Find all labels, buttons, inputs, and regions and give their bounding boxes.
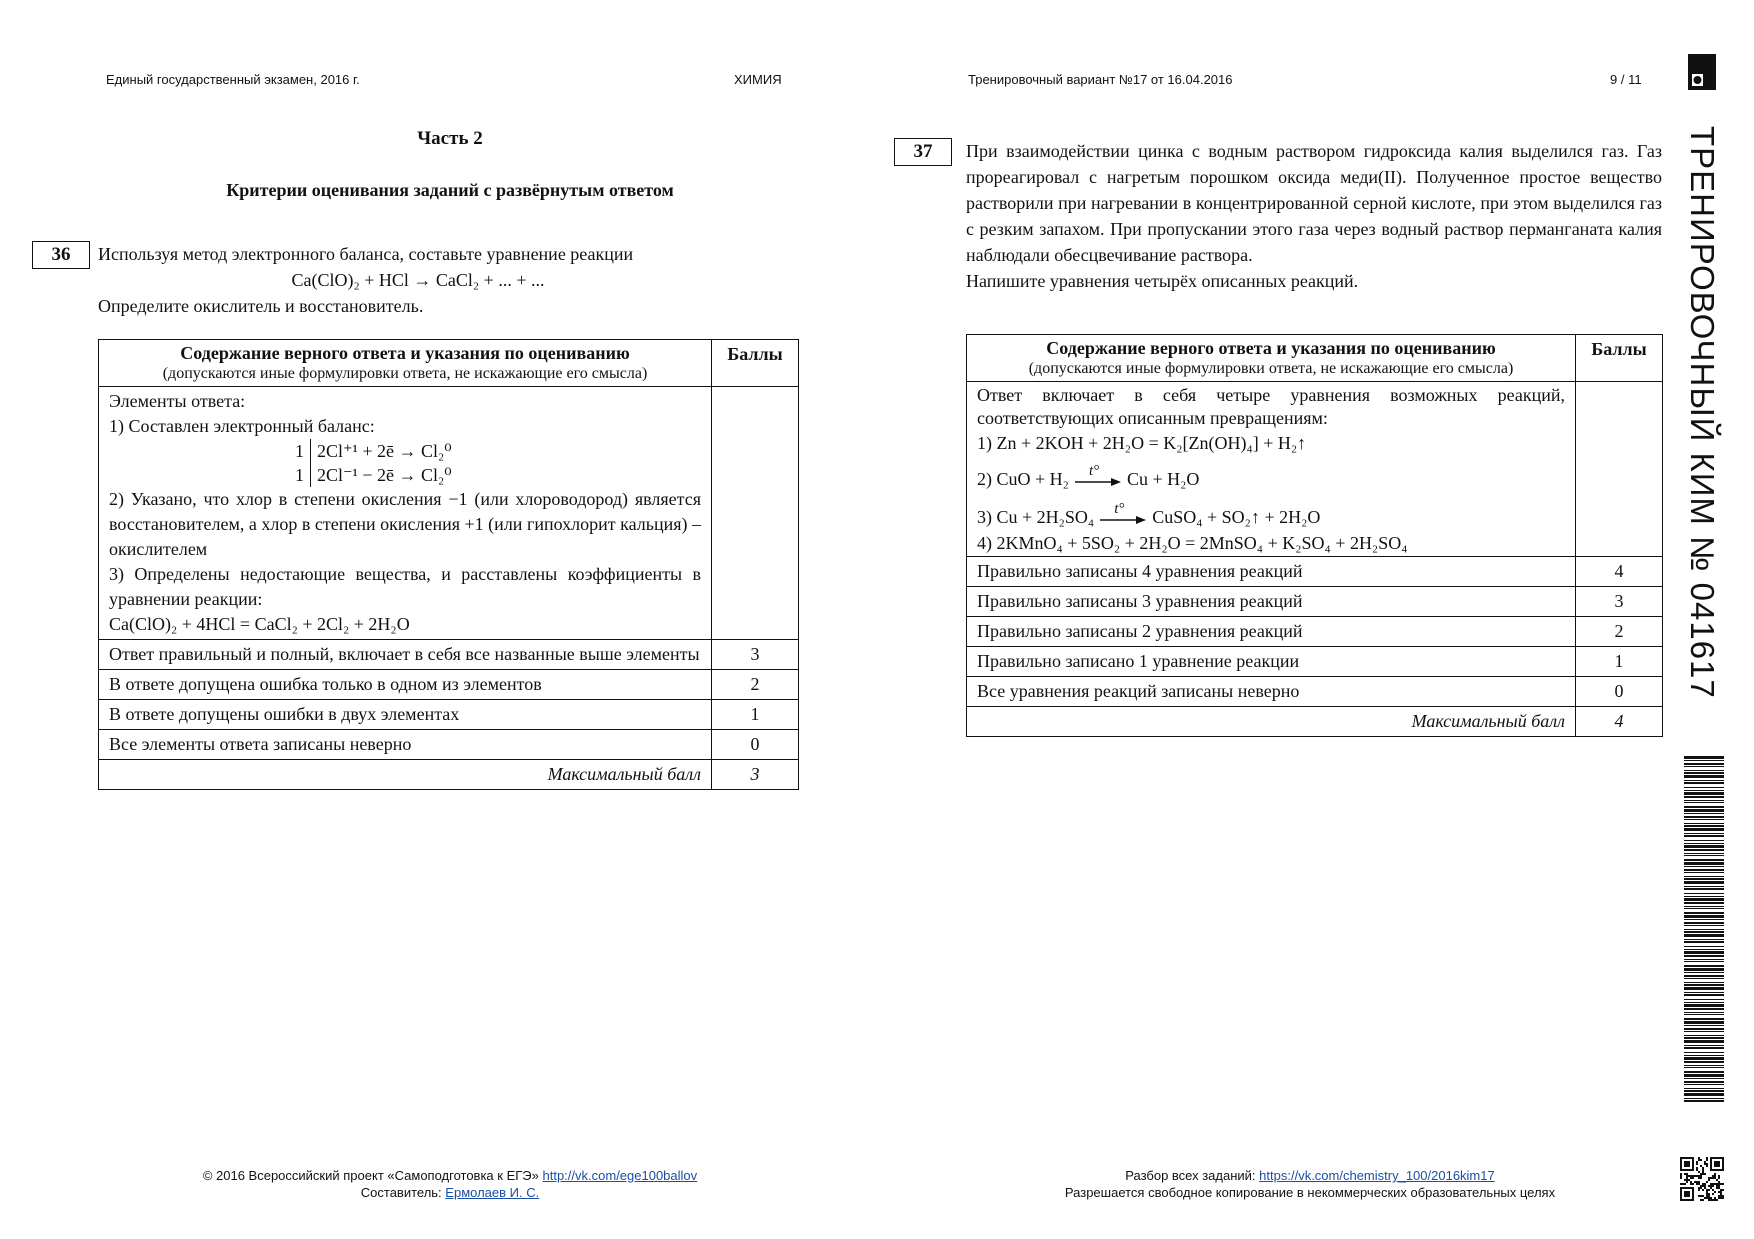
table-37-head-points: Баллы xyxy=(1576,335,1663,382)
header-variant: Тренировочный вариант №17 от 16.04.2016 xyxy=(968,72,1233,87)
max-score-value: 4 xyxy=(1576,707,1663,737)
arrow-heat-icon xyxy=(1100,500,1146,526)
table-37-eq4: 4) 2KMnO₄ + 5SO₂ + 2H₂O = 2MnSO₄ + K₂SO₄ + 2H₂SO₄ xyxy=(977,533,1408,553)
qr-code-icon xyxy=(1680,1157,1724,1201)
table-36-item1: 1) Составлен электронный баланс: xyxy=(109,416,375,436)
question-36-equation: Ca(ClO)₂ + HCl → CaCl₂ + ... + ... xyxy=(291,270,545,290)
table-row xyxy=(967,557,1663,587)
footer-copyright: © 2016 Всероссийский проект «Самоподготовка к ЕГЭ» xyxy=(202,1168,539,1183)
table-37-eq3 xyxy=(977,502,1565,532)
table-36-elements-label: Элементы ответа: xyxy=(109,391,246,411)
table-37-eq1: 1) Zn + 2KOH + 2H₂O = K₂[Zn(OH)₄] + H₂↑ xyxy=(977,433,1307,453)
table-row xyxy=(967,647,1663,677)
balance-coef: 1 xyxy=(295,441,304,461)
criterion-text: Все элементы ответа записаны неверно xyxy=(99,730,712,760)
balance-coef: 1 xyxy=(295,465,304,485)
footer-author-label: Составитель: xyxy=(360,1185,442,1200)
footer-analysis-link[interactable]: https://vk.com/chemistry_100/2016kim17 xyxy=(1259,1168,1495,1183)
table-row xyxy=(967,677,1663,707)
criterion-text: Правильно записано 1 уравнение реакции xyxy=(967,647,1576,677)
footer-left xyxy=(120,1167,780,1201)
table-36-head-sub: (допускаются иные формулировки ответа, не искажающие его смысла) xyxy=(162,365,648,382)
table-36-final-equation: Ca(ClO)₂ + 4HCl = CaCl₂ + 2Cl₂ + 2H₂O xyxy=(109,614,410,634)
footer-copyright-link[interactable]: http://vk.com/ege100ballov xyxy=(542,1168,698,1183)
footer-author-link[interactable]: Ермолаев И. С. xyxy=(445,1185,540,1200)
eq3-right: CuSO₄ + SO₂↑ + 2H₂O xyxy=(1152,507,1321,527)
eq3-left: 3) Cu + 2H₂SO₄ xyxy=(977,507,1095,527)
criterion-points: 2 xyxy=(1576,617,1663,647)
arrow-label: t° xyxy=(1114,500,1125,517)
eq2-right: Cu + H₂O xyxy=(1126,469,1200,489)
table-37-intro: Ответ включает в себя четыре уравнения возможных реакций, соответствующих описанным превращениям: xyxy=(977,385,1565,428)
side-kim-label: ТРЕНИРОВОЧНЫЙ КИМ № 041617 xyxy=(1684,126,1721,699)
table-37-eq2 xyxy=(977,464,1565,494)
criterion-points: 1 xyxy=(1576,647,1663,677)
criterion-text: Ответ правильный и полный, включает в себя все названные выше элементы xyxy=(99,640,712,670)
criterion-text: В ответе допущена ошибка только в одном из элементов xyxy=(99,670,712,700)
table-37-head-sub: (допускаются иные формулировки ответа, не искажающие его смысла) xyxy=(1028,360,1514,377)
table-36-head-main: Содержание верного ответа и указания по оцениванию xyxy=(180,343,630,363)
barcode-icon xyxy=(1684,756,1724,1102)
table-row xyxy=(99,700,799,730)
eq2-left: 2) CuO + H₂ xyxy=(977,469,1069,489)
table-row xyxy=(99,640,799,670)
balance-expr: 2Cl⁻¹ − 2ē → Cl₂⁰ xyxy=(311,463,458,487)
table-row xyxy=(99,670,799,700)
max-score-value: 3 xyxy=(712,760,799,790)
table-37-head-main: Содержание верного ответа и указания по оцениванию xyxy=(1046,338,1496,358)
criterion-text: Правильно записаны 3 уравнения реакций xyxy=(967,587,1576,617)
criterion-points: 0 xyxy=(1576,677,1663,707)
table-36-item3: 3) Определены недостающие вещества, и расставлены коэффициенты в уравнении реакции: xyxy=(109,564,701,609)
part-title: Часть 2 xyxy=(417,128,483,149)
criterion-points: 4 xyxy=(1576,557,1663,587)
table-36-item2: 2) Указано, что хлор в степени окисления −1 (или хлороводород) является восстановителем, а хлор в степени окисления +1 (или гипохлорит кальция) – окислителем xyxy=(109,489,701,559)
footer-right xyxy=(1000,1167,1620,1201)
criterion-points: 3 xyxy=(712,640,799,670)
max-score-label: Максимальный балл xyxy=(99,760,712,790)
question-36-number: 36 xyxy=(32,241,90,269)
footer-license: Разрешается свободное копирование в некоммерческих образовательных целях xyxy=(1064,1185,1556,1200)
question-37-number: 37 xyxy=(894,138,952,166)
criteria-title: Критерии оценивания заданий с развёрнутым ответом xyxy=(226,180,674,200)
electron-balance xyxy=(289,439,458,487)
criteria-table-36 xyxy=(98,339,799,790)
criterion-points: 3 xyxy=(1576,587,1663,617)
table-row xyxy=(967,587,1663,617)
corner-marker-icon xyxy=(1688,54,1716,90)
table-row xyxy=(99,730,799,760)
criterion-text: В ответе допущены ошибки в двух элементах xyxy=(99,700,712,730)
header-page-number: 9 / 11 xyxy=(1610,72,1642,87)
table-row xyxy=(967,617,1663,647)
max-score-label: Максимальный балл xyxy=(967,707,1576,737)
question-37-text2: Напишите уравнения четырёх описанных реакций. xyxy=(966,271,1359,291)
question-36-text2: Определите окислитель и восстановитель. xyxy=(98,296,424,316)
criterion-points: 0 xyxy=(712,730,799,760)
balance-expr: 2Cl⁺¹ + 2ē → Cl₂⁰ xyxy=(311,439,458,463)
question-37-text: При взаимодействии цинка с водным раствором гидроксида калия выделился газ. Газ прореагировал с нагретым порошком оксида меди(II). Полученное простое вещество растворили при нагревании в концентрированной серной кислоте, при этом выделился газ с резким запахом. При пропускании этого газа через водный раствор перманганата калия наблюдали обесцвечивание раствора. xyxy=(966,141,1662,265)
criterion-points: 1 xyxy=(712,700,799,730)
table-36-head-points: Баллы xyxy=(712,340,799,387)
arrow-heat-icon xyxy=(1075,462,1121,488)
footer-analysis-label: Разбор всех заданий: xyxy=(1125,1168,1256,1183)
arrow-label: t° xyxy=(1088,462,1100,479)
criterion-text: Правильно записаны 2 уравнения реакций xyxy=(967,617,1576,647)
criteria-table-37 xyxy=(966,334,1663,737)
criterion-text: Все уравнения реакций записаны неверно xyxy=(967,677,1576,707)
question-36-text: Используя метод электронного баланса, составьте уравнение реакции xyxy=(98,244,634,264)
header-exam-title: Единый государственный экзамен, 2016 г. xyxy=(106,72,360,87)
criterion-points: 2 xyxy=(712,670,799,700)
header-subject: ХИМИЯ xyxy=(734,72,782,87)
criterion-text: Правильно записаны 4 уравнения реакций xyxy=(967,557,1576,587)
